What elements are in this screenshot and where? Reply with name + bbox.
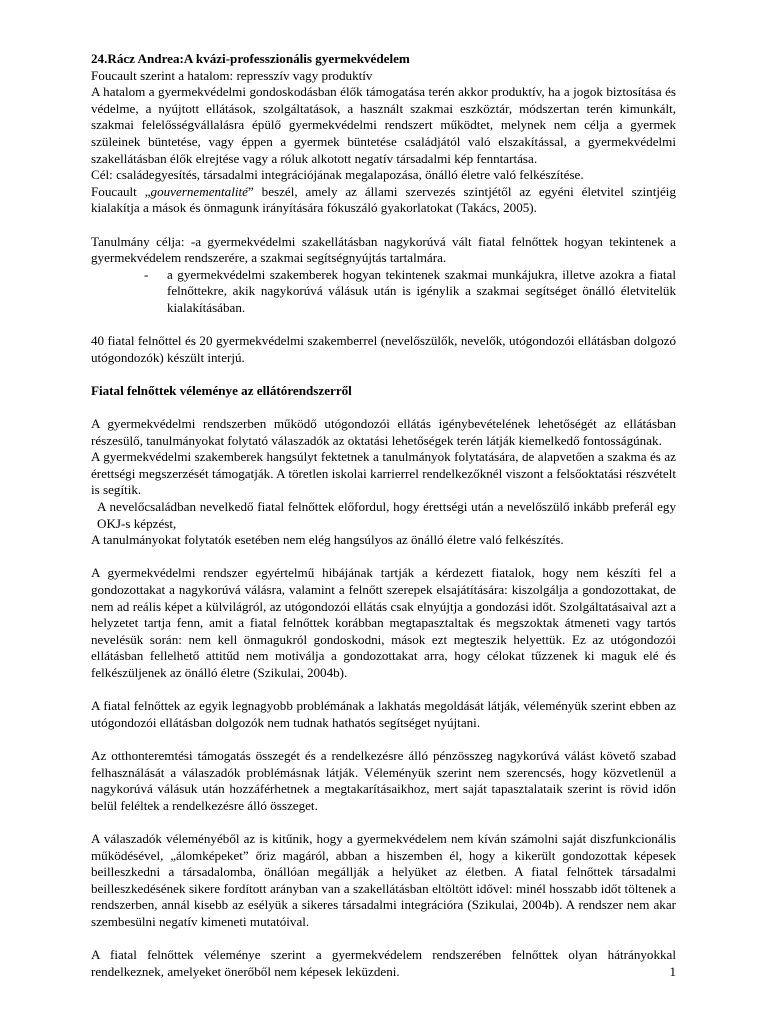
paragraph-foster-family: A nevelőcsaládban nevelkedő fiatal felnőttek előfordul, hogy érettségi után a nevelőszülő inkább preferál egy OKJ-s képzést, [97,499,676,531]
spacer [91,217,676,234]
spacer [91,317,676,334]
foucault-text-a: Foucault „ [91,183,151,199]
paragraph-disadvantages: A fiatal felnőttek véleménye szerint a gyermekvédelem rendszerében felnőttek olyan hátrányokkal rendelkeznek, amelyeket önerőből nem képesek leküzdeni. [91,947,676,979]
paragraph-home-support: Az otthonteremtési támogatás összegét és a rendelkezésre álló pénzösszeg nagykorúvá válást követő szabad felhasználását a válaszadók problémásnak látják. Véleményük szerint nem szerencsés, hogy közvetlenül a nagykorúvá válásuk után hozzáférhetnek a megtakarításaikhoz, mert saját tapasztalataik szerint is rövid időn belül feléltek a rendelkezésre álló összeget. [91,747,676,813]
study-aim-bullet [91,267,676,317]
foucault-paragraph [91,184,676,217]
foucault-term: gouvernementalité [150,183,248,199]
interviews-paragraph: 40 fiatal felnőttel és 20 gyermekvédelmi szakemberrel (nevelőszülők, nevelők, utógondozói ellátásban dolgozó utógondozók) készült interjú. [91,333,676,365]
goal-line: Cél: családegyesítés, társadalmi integrációjának megalapozása, önálló életre való felkészítése. [91,167,584,183]
bullet-dash: - [144,266,149,282]
spacer [91,399,676,416]
spacer [91,366,676,383]
paragraph-dreams: A válaszadók véleményéből az is kitűnik, hogy a gyermekvédelem nem kíván számolni saját diszfunkcionális működésével, „álomképeket” őriz magáról, abban a hiszemben él, hogy a kikerült gondozottak képesek beilleszkedni a társadalomba, önállóan megállják a helyüket az életben. A fiatal felnőttek társadalmi beilleszkedésének sikere fordított arányban van a szakellátásban eltöltött idővel: minél hosszabb időt töltenek a rendszerben, annál kisebb az esélyük a sikeres társadalmi integrációra (Szikulai, 2004b). A rendszer nem akar szembesülni negatív kimeneti mutatóival. [91,830,676,929]
paragraph-professionals: A gyermekvédelmi szakemberek hangsúlyt fektetnek a tanulmányok folytatására, de alapvetően a szakma és az érettségi megszerzését támogatják. A töretlen iskolai karrierrel rendelkezőknél viszont a felsőoktatási részvételt is segítik. [91,449,676,498]
spacer [91,731,676,748]
study-aim-paragraph: Tanulmány célja: -a gyermekvédelmi szakellátásban nagykorúvá vált fiatal felnőttek hogyan tekintenek a gyermekvédelem rendszerére, a szakmai segítségnyújtás tartalmára. [91,233,676,266]
page-number: 1 [669,964,676,979]
document-title: 24.Rácz Andrea:A kvázi-professzionális gyermekvédelem [91,51,410,66]
paragraph-system-fault: A gyermekvédelmi rendszer egyértelmű hibájának tartják a kérdezett fiatalok, hogy nem készíti fel a gondozottakat a nagykorúvá válásra, valamint a felnőtt szerepek elsajátítására: kiszolgálja a gondozottakat, de nem ad reális képet a külvilágról, az utógondozói ellátás csak elnyújtja a gondozási időt. Szolgáltatásaival azt a helyzetet tartja fenn, amit a fiatal felnőttek korábban megtapasztaltak és megszoktak átmeneti vagy tartós nevelésük során: nem kell önmagukról gondoskodni, mások ezt megteszik helyettük. Ez az utógondozói ellátásban fellelhető attitűd nem motiválja a gondozottakat arra, hogy célokat tűzzenek ki maguk elé és felkészüljenek az önálló életre (Szikulai, 2004b). [91,565,676,680]
foucault-power-line: Foucault szerint a hatalom: represszív vagy produktív [91,67,373,83]
power-paragraph: A hatalom a gyermekvédelmi gondoskodásban élők támogatása terén akkor produktív, ha a jogok biztosítása és védelme, a nyújtott ellátások, szolgáltatások, a használt szakmai eszköztár, módszertan terén kimunkált, szakmai felelősségvállalásra épülő gyermekvédelmi rendszert működtet, melynek nem célja a gyermek szüleinek büntetése, vagy éppen a gyermek büntetése családjától való elszakítással, a gyermekvédelmi szakellátásban élők elrejtése vagy a róluk alkotott negatív társadalmi kép fenntartása. [91,84,676,166]
foucault-text-b: ” beszél, amely az állami szervezés szintjétől az egyéni életvitel szintjéig kialakítja a mások és önmagunk irányítására fókuszáló gyakorlatokat (Takács, 2005). [91,183,676,216]
section-heading: Fiatal felnőttek véleménye az ellátórendszerről [91,382,352,398]
paragraph-aftercare: A gyermekvédelmi rendszerben működő utógondozói ellátás igénybevételének lehetőségét az ellátásban részesülő, tanulmányokat folytató válaszadók az oktatási lehetőségek terén látják kiemelkedő fontosságúnak. [91,416,676,448]
bullet-text: a gyermekvédelmi szakemberek hogyan tekintenek szakmai munkájukra, illetve azokra a fiatal felnőttekre, akik nagykorúvá válásuk után is igénylik a szakmai segítséget önálló életvitelük kialakításában. [167,266,676,315]
spacer [91,549,676,566]
spacer [91,814,676,831]
spacer [91,930,676,947]
paragraph-housing: A fiatal felnőttek az egyik legnagyobb problémának a lakhatás megoldását látják, véleményük szerint ebben az utógondozói ellátásban dolgozók nem tudnak hathatós segítséget nyújtani. [91,698,676,730]
paragraph-studies: A tanulmányokat folytatók esetében nem elég hangsúlyos az önálló életre való felkészítés. [91,532,564,548]
spacer [91,682,676,699]
